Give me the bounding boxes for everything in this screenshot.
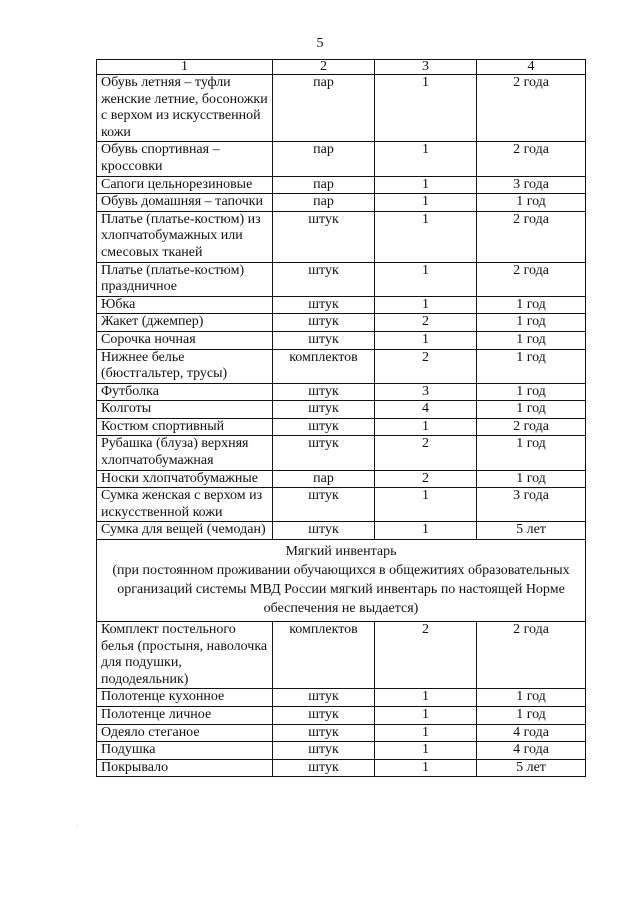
item-wear-term: 5 лет bbox=[477, 759, 586, 777]
item-unit: пар bbox=[273, 75, 375, 142]
item-quantity: 2 bbox=[375, 349, 477, 383]
item-wear-term: 1 год bbox=[477, 296, 586, 314]
item-wear-term: 1 год bbox=[477, 470, 586, 488]
item-wear-term: 1 год bbox=[477, 349, 586, 383]
item-wear-term: 1 год bbox=[477, 401, 586, 419]
soft-inventory-section bbox=[97, 540, 586, 622]
item-unit: штук bbox=[273, 418, 375, 436]
item-name: Костюм спортивный bbox=[97, 418, 273, 436]
column-header-2: 2 bbox=[273, 60, 375, 75]
table-row bbox=[97, 436, 586, 470]
item-wear-term: 2 года bbox=[477, 142, 586, 176]
item-unit: пар bbox=[273, 176, 375, 194]
section-heading-cell bbox=[97, 540, 586, 622]
item-quantity: 1 bbox=[375, 418, 477, 436]
item-unit: штук bbox=[273, 401, 375, 419]
item-name: Покрывало bbox=[97, 759, 273, 777]
soft-inventory-rows bbox=[97, 622, 586, 777]
item-wear-term: 1 год bbox=[477, 436, 586, 470]
table-row bbox=[97, 262, 586, 296]
item-name: Обувь спортивная – кроссовки bbox=[97, 142, 273, 176]
table-row bbox=[97, 296, 586, 314]
table-row bbox=[97, 211, 586, 262]
item-quantity: 1 bbox=[375, 176, 477, 194]
item-quantity: 1 bbox=[375, 262, 477, 296]
item-unit: штук bbox=[273, 742, 375, 760]
item-quantity: 1 bbox=[375, 689, 477, 707]
table-row bbox=[97, 75, 586, 142]
item-quantity: 1 bbox=[375, 296, 477, 314]
item-name: Футболка bbox=[97, 383, 273, 401]
item-unit: штук bbox=[273, 522, 375, 540]
table-row bbox=[97, 689, 586, 707]
item-name: Сорочка ночная bbox=[97, 331, 273, 349]
section-heading-row bbox=[97, 540, 586, 622]
item-name: Носки хлопчатобумажные bbox=[97, 470, 273, 488]
item-quantity: 2 bbox=[375, 622, 477, 689]
item-name: Рубашка (блуза) верхняя хлопчатобумажная bbox=[97, 436, 273, 470]
item-name: Платье (платье-костюм) праздничное bbox=[97, 262, 273, 296]
item-wear-term: 1 год bbox=[477, 194, 586, 212]
item-name: Подушка bbox=[97, 742, 273, 760]
item-wear-term: 4 года bbox=[477, 742, 586, 760]
column-header-1: 1 bbox=[97, 60, 273, 75]
table-row bbox=[97, 488, 586, 522]
item-unit: штук bbox=[273, 314, 375, 332]
table-row bbox=[97, 742, 586, 760]
item-name: Обувь домашняя – тапочки bbox=[97, 194, 273, 212]
section-note: (при постоянном проживании обучающихся в общежитиях образовательных организаций системы МВД России мягкий инвентарь по настоящей Норме обеспечения не выдается) bbox=[112, 563, 570, 617]
item-quantity: 1 bbox=[375, 194, 477, 212]
item-unit: пар bbox=[273, 470, 375, 488]
page-number: 5 bbox=[316, 36, 324, 51]
table-row bbox=[97, 349, 586, 383]
item-unit: штук bbox=[273, 488, 375, 522]
item-quantity: 2 bbox=[375, 436, 477, 470]
item-unit: штук bbox=[273, 724, 375, 742]
clothing-rows bbox=[97, 75, 586, 540]
item-quantity: 1 bbox=[375, 522, 477, 540]
item-name: Юбка bbox=[97, 296, 273, 314]
item-unit: комплектов bbox=[273, 622, 375, 689]
item-name: Нижнее белье (бюстгальтер, трусы) bbox=[97, 349, 273, 383]
item-unit: пар bbox=[273, 142, 375, 176]
table-row bbox=[97, 314, 586, 332]
item-wear-term: 1 год bbox=[477, 689, 586, 707]
table-row bbox=[97, 331, 586, 349]
item-unit: штук bbox=[273, 383, 375, 401]
item-quantity: 1 bbox=[375, 759, 477, 777]
item-wear-term: 1 год bbox=[477, 331, 586, 349]
item-quantity: 1 bbox=[375, 211, 477, 262]
item-unit: штук bbox=[273, 759, 375, 777]
item-name: Сумка для вещей (чемодан) bbox=[97, 522, 273, 540]
item-name: Платье (платье-костюм) из хлопчатобумажных или смесовых тканей bbox=[97, 211, 273, 262]
item-quantity: 1 bbox=[375, 724, 477, 742]
item-unit: штук bbox=[273, 331, 375, 349]
item-wear-term: 1 год bbox=[477, 707, 586, 725]
item-unit: штук bbox=[273, 296, 375, 314]
item-quantity: 3 bbox=[375, 383, 477, 401]
item-quantity: 1 bbox=[375, 488, 477, 522]
table-row bbox=[97, 724, 586, 742]
item-unit: штук bbox=[273, 211, 375, 262]
table-row bbox=[97, 522, 586, 540]
item-quantity: 4 bbox=[375, 401, 477, 419]
item-unit: комплектов bbox=[273, 349, 375, 383]
item-quantity: 1 bbox=[375, 331, 477, 349]
table-row bbox=[97, 401, 586, 419]
item-unit: штук bbox=[273, 689, 375, 707]
item-wear-term: 3 года bbox=[477, 176, 586, 194]
item-unit: штук bbox=[273, 707, 375, 725]
table-row bbox=[97, 383, 586, 401]
item-name: Сумка женская с верхом из искусственной кожи bbox=[97, 488, 273, 522]
table-row bbox=[97, 470, 586, 488]
column-header-3: 3 bbox=[375, 60, 477, 75]
item-quantity: 2 bbox=[375, 314, 477, 332]
item-name: Сапоги цельнорезиновые bbox=[97, 176, 273, 194]
table-header-row bbox=[97, 60, 586, 75]
item-quantity: 1 bbox=[375, 142, 477, 176]
table-row bbox=[97, 142, 586, 176]
item-name: Комплект постельного белья (простыня, наволочка для подушки, пододеяльник) bbox=[97, 622, 273, 689]
item-quantity: 2 bbox=[375, 470, 477, 488]
item-name: Жакет (джемпер) bbox=[97, 314, 273, 332]
item-unit: пар bbox=[273, 194, 375, 212]
supply-norm-table bbox=[96, 59, 586, 777]
column-header-4: 4 bbox=[477, 60, 586, 75]
table-row bbox=[97, 194, 586, 212]
item-wear-term: 2 года bbox=[477, 262, 586, 296]
item-unit: штук bbox=[273, 436, 375, 470]
item-name: Одеяло стеганое bbox=[97, 724, 273, 742]
item-wear-term: 1 год bbox=[477, 314, 586, 332]
item-wear-term: 3 года bbox=[477, 488, 586, 522]
item-wear-term: 2 года bbox=[477, 622, 586, 689]
table-row bbox=[97, 707, 586, 725]
scan-artifact: · bbox=[76, 822, 79, 831]
item-name: Полотенце кухонное bbox=[97, 689, 273, 707]
item-quantity: 1 bbox=[375, 707, 477, 725]
section-title: Мягкий инвентарь bbox=[285, 544, 397, 560]
item-wear-term: 4 года bbox=[477, 724, 586, 742]
item-name: Колготы bbox=[97, 401, 273, 419]
item-name: Обувь летняя – туфли женские летние, босоножки с верхом из искусственной кожи bbox=[97, 75, 273, 142]
item-name: Полотенце личное bbox=[97, 707, 273, 725]
table-row bbox=[97, 622, 586, 689]
item-wear-term: 5 лет bbox=[477, 522, 586, 540]
item-wear-term: 1 год bbox=[477, 383, 586, 401]
item-quantity: 1 bbox=[375, 75, 477, 142]
table-row bbox=[97, 759, 586, 777]
table-row bbox=[97, 176, 586, 194]
table-row bbox=[97, 418, 586, 436]
item-wear-term: 2 года bbox=[477, 418, 586, 436]
item-unit: штук bbox=[273, 262, 375, 296]
item-wear-term: 2 года bbox=[477, 75, 586, 142]
item-wear-term: 2 года bbox=[477, 211, 586, 262]
item-quantity: 1 bbox=[375, 742, 477, 760]
